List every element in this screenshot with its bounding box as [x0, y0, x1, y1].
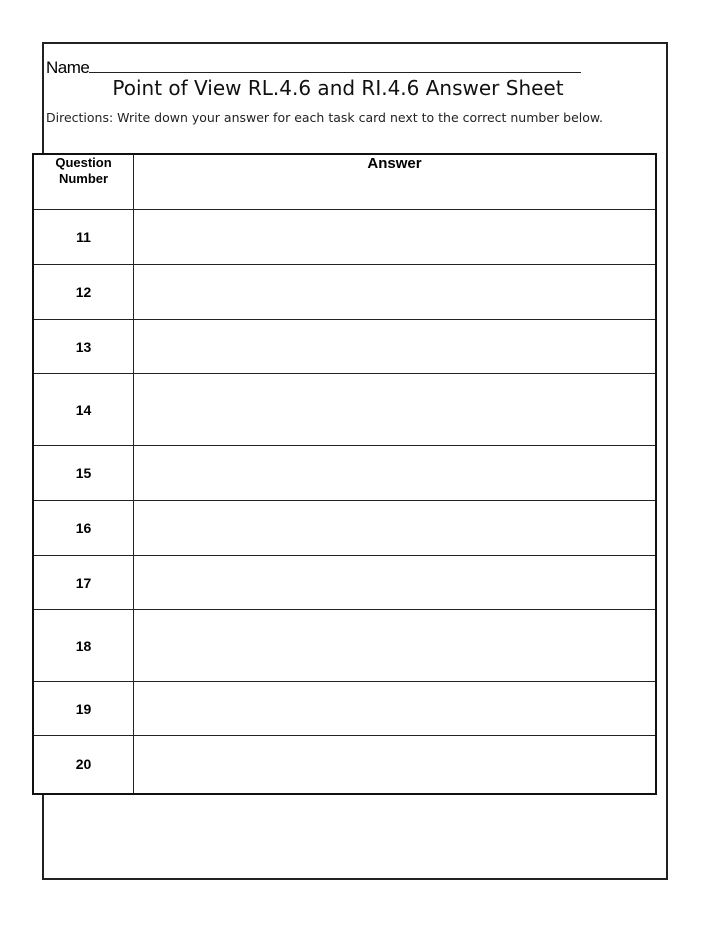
name-underline[interactable] [89, 58, 581, 73]
answer-cell[interactable] [134, 320, 657, 374]
answer-cell[interactable] [134, 374, 657, 446]
question-number-cell: 13 [33, 320, 134, 374]
answer-cell[interactable] [134, 446, 657, 501]
question-number-cell: 20 [33, 736, 134, 794]
table-row [33, 556, 656, 610]
page-title: Point of View RL.4.6 and RI.4.6 Answer Sheet [112, 76, 564, 100]
question-number-cell: 15 [33, 446, 134, 501]
answer-cell[interactable] [134, 210, 657, 265]
table-row [33, 446, 656, 501]
question-number-cell: 12 [33, 265, 134, 320]
table-row [33, 210, 656, 265]
question-number-cell: 19 [33, 682, 134, 736]
column-header-question-number: Question Number [33, 154, 134, 210]
question-number-cell: 18 [33, 610, 134, 682]
table-row [33, 374, 656, 446]
answer-cell[interactable] [134, 682, 657, 736]
answer-cell[interactable] [134, 501, 657, 556]
directions-text: Directions: Write down your answer for each task card next to the correct number below. [46, 110, 603, 125]
name-label: Name [46, 58, 90, 77]
question-number-cell: 11 [33, 210, 134, 265]
answer-cell[interactable] [134, 736, 657, 794]
answer-cell[interactable] [134, 610, 657, 682]
column-header-answer: Answer [134, 154, 657, 210]
table-row [33, 682, 656, 736]
table-row [33, 736, 656, 794]
question-number-cell: 17 [33, 556, 134, 610]
answer-cell[interactable] [134, 556, 657, 610]
table-row [33, 265, 656, 320]
name-field[interactable] [46, 58, 581, 78]
question-number-cell: 16 [33, 501, 134, 556]
table-row [33, 320, 656, 374]
table-row [33, 610, 656, 682]
table-row [33, 501, 656, 556]
table-header-row [33, 154, 656, 210]
answer-cell[interactable] [134, 265, 657, 320]
answer-table [32, 153, 657, 795]
question-number-cell: 14 [33, 374, 134, 446]
